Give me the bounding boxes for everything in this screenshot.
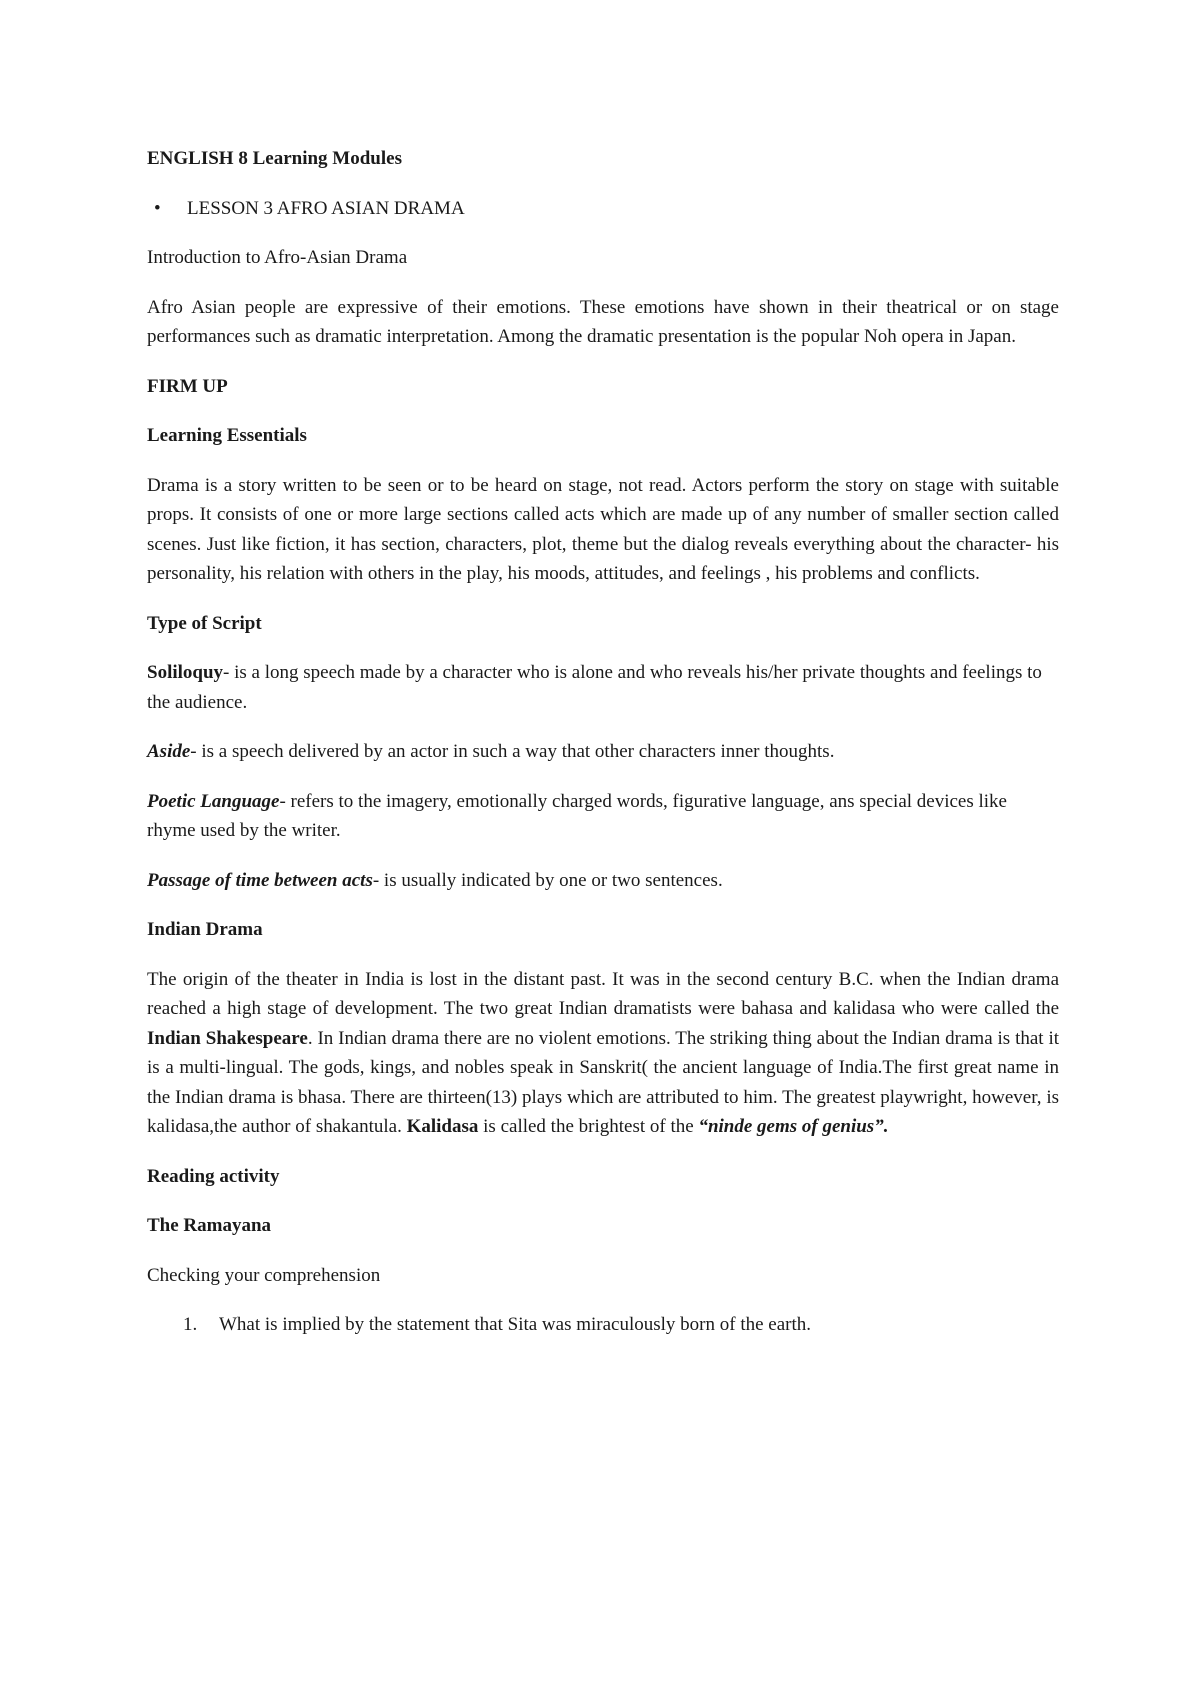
poetic-language-definition — [147, 787, 1059, 846]
document-title: ENGLISH 8 Learning Modules — [147, 148, 402, 169]
question-number: 1. — [183, 1314, 198, 1335]
indian-drama-text-3: is called the brightest of the — [478, 1116, 699, 1137]
indian-drama-heading: Indian Drama — [147, 919, 263, 940]
kalidasa-emphasis: Kalidasa — [406, 1116, 479, 1137]
nine-gems-emphasis: “ninde gems of genius”. — [698, 1116, 889, 1137]
passage-of-time-term: Passage of time between acts — [147, 869, 373, 891]
passage-of-time-definition — [147, 866, 1059, 896]
drama-paragraph: Drama is a story written to be seen or to be heard on stage, not read. Actors perform the story on stage with suitable props. It consists of one or more large sections called acts which are made up of any number of smaller section called scenes. Just like fiction, it has section, characters, plot, theme but the dialog reveals everything about the character- his personality, his relation with others in the play, his moods, attitudes, and feelings , his problems and conflicts. — [147, 474, 1059, 584]
soliloquy-text: - is a long speech made by a character who is alone and who reveals his/her private thoughts and feelings to the audience. — [147, 662, 1042, 713]
reading-activity-heading: Reading activity — [147, 1165, 280, 1187]
poetic-language-term: Poetic Language — [147, 790, 280, 812]
passage-of-time-text: - is usually indicated by one or two sentences. — [372, 869, 723, 891]
type-of-script-heading: Type of Script — [147, 612, 262, 634]
intro-paragraph: Afro Asian people are expressive of their emotions. These emotions have shown in their theatrical or on stage performances such as dramatic interpretation. Among the dramatic presentation is the popular Noh opera in Japan. — [147, 296, 1059, 347]
ramayana-heading: The Ramayana — [147, 1215, 272, 1236]
question-list-item — [147, 1310, 1059, 1340]
soliloquy-term: Soliloquy — [147, 662, 224, 683]
aside-text: - is a speech delivered by an actor in such a way that other characters inner thoughts. — [190, 741, 835, 762]
indian-shakespeare-emphasis: Indian Shakespeare — [147, 1027, 308, 1049]
soliloquy-definition — [147, 658, 1059, 717]
learning-essentials-heading: Learning Essentials — [147, 425, 307, 446]
aside-term: Aside — [147, 741, 191, 762]
document-page — [147, 144, 1059, 1360]
lesson-title: LESSON 3 AFRO ASIAN DRAMA — [187, 197, 465, 219]
lesson-bullet-item — [147, 194, 1059, 224]
question-text: What is implied by the statement that Sita was miraculously born of the earth. — [219, 1314, 812, 1335]
indian-drama-text-1: The origin of the theater in India is lost in the distant past. It was in the second century B.C. when the Indian drama reached a high stage of development. The two great Indian dramatists were bahasa and kalidasa who were called the — [147, 968, 1059, 1019]
indian-drama-paragraph — [147, 965, 1059, 1142]
intro-heading: Introduction to Afro-Asian Drama — [147, 247, 408, 268]
indian-drama-text-2: . In Indian drama there are no violent emotions. The striking thing about the Indian drama is that it is a multi-lingual. The gods, kings, and nobles speak in Sanskrit( the ancient language of India.The first great name in the Indian drama is bhasa. There are thirteen(13) plays which are attributed to him. The greatest playwright, however, is kalidasa,the author of shakantula. — [147, 1027, 1059, 1137]
checking-comprehension-heading: Checking your comprehension — [147, 1264, 381, 1286]
poetic-language-text: - refers to the imagery, emotionally charged words, figurative language, ans special devices like rhyme used by the writer. — [147, 790, 1007, 841]
aside-definition — [147, 737, 1059, 767]
firm-up-heading: FIRM UP — [147, 375, 228, 397]
bullet-icon: • — [154, 197, 161, 219]
